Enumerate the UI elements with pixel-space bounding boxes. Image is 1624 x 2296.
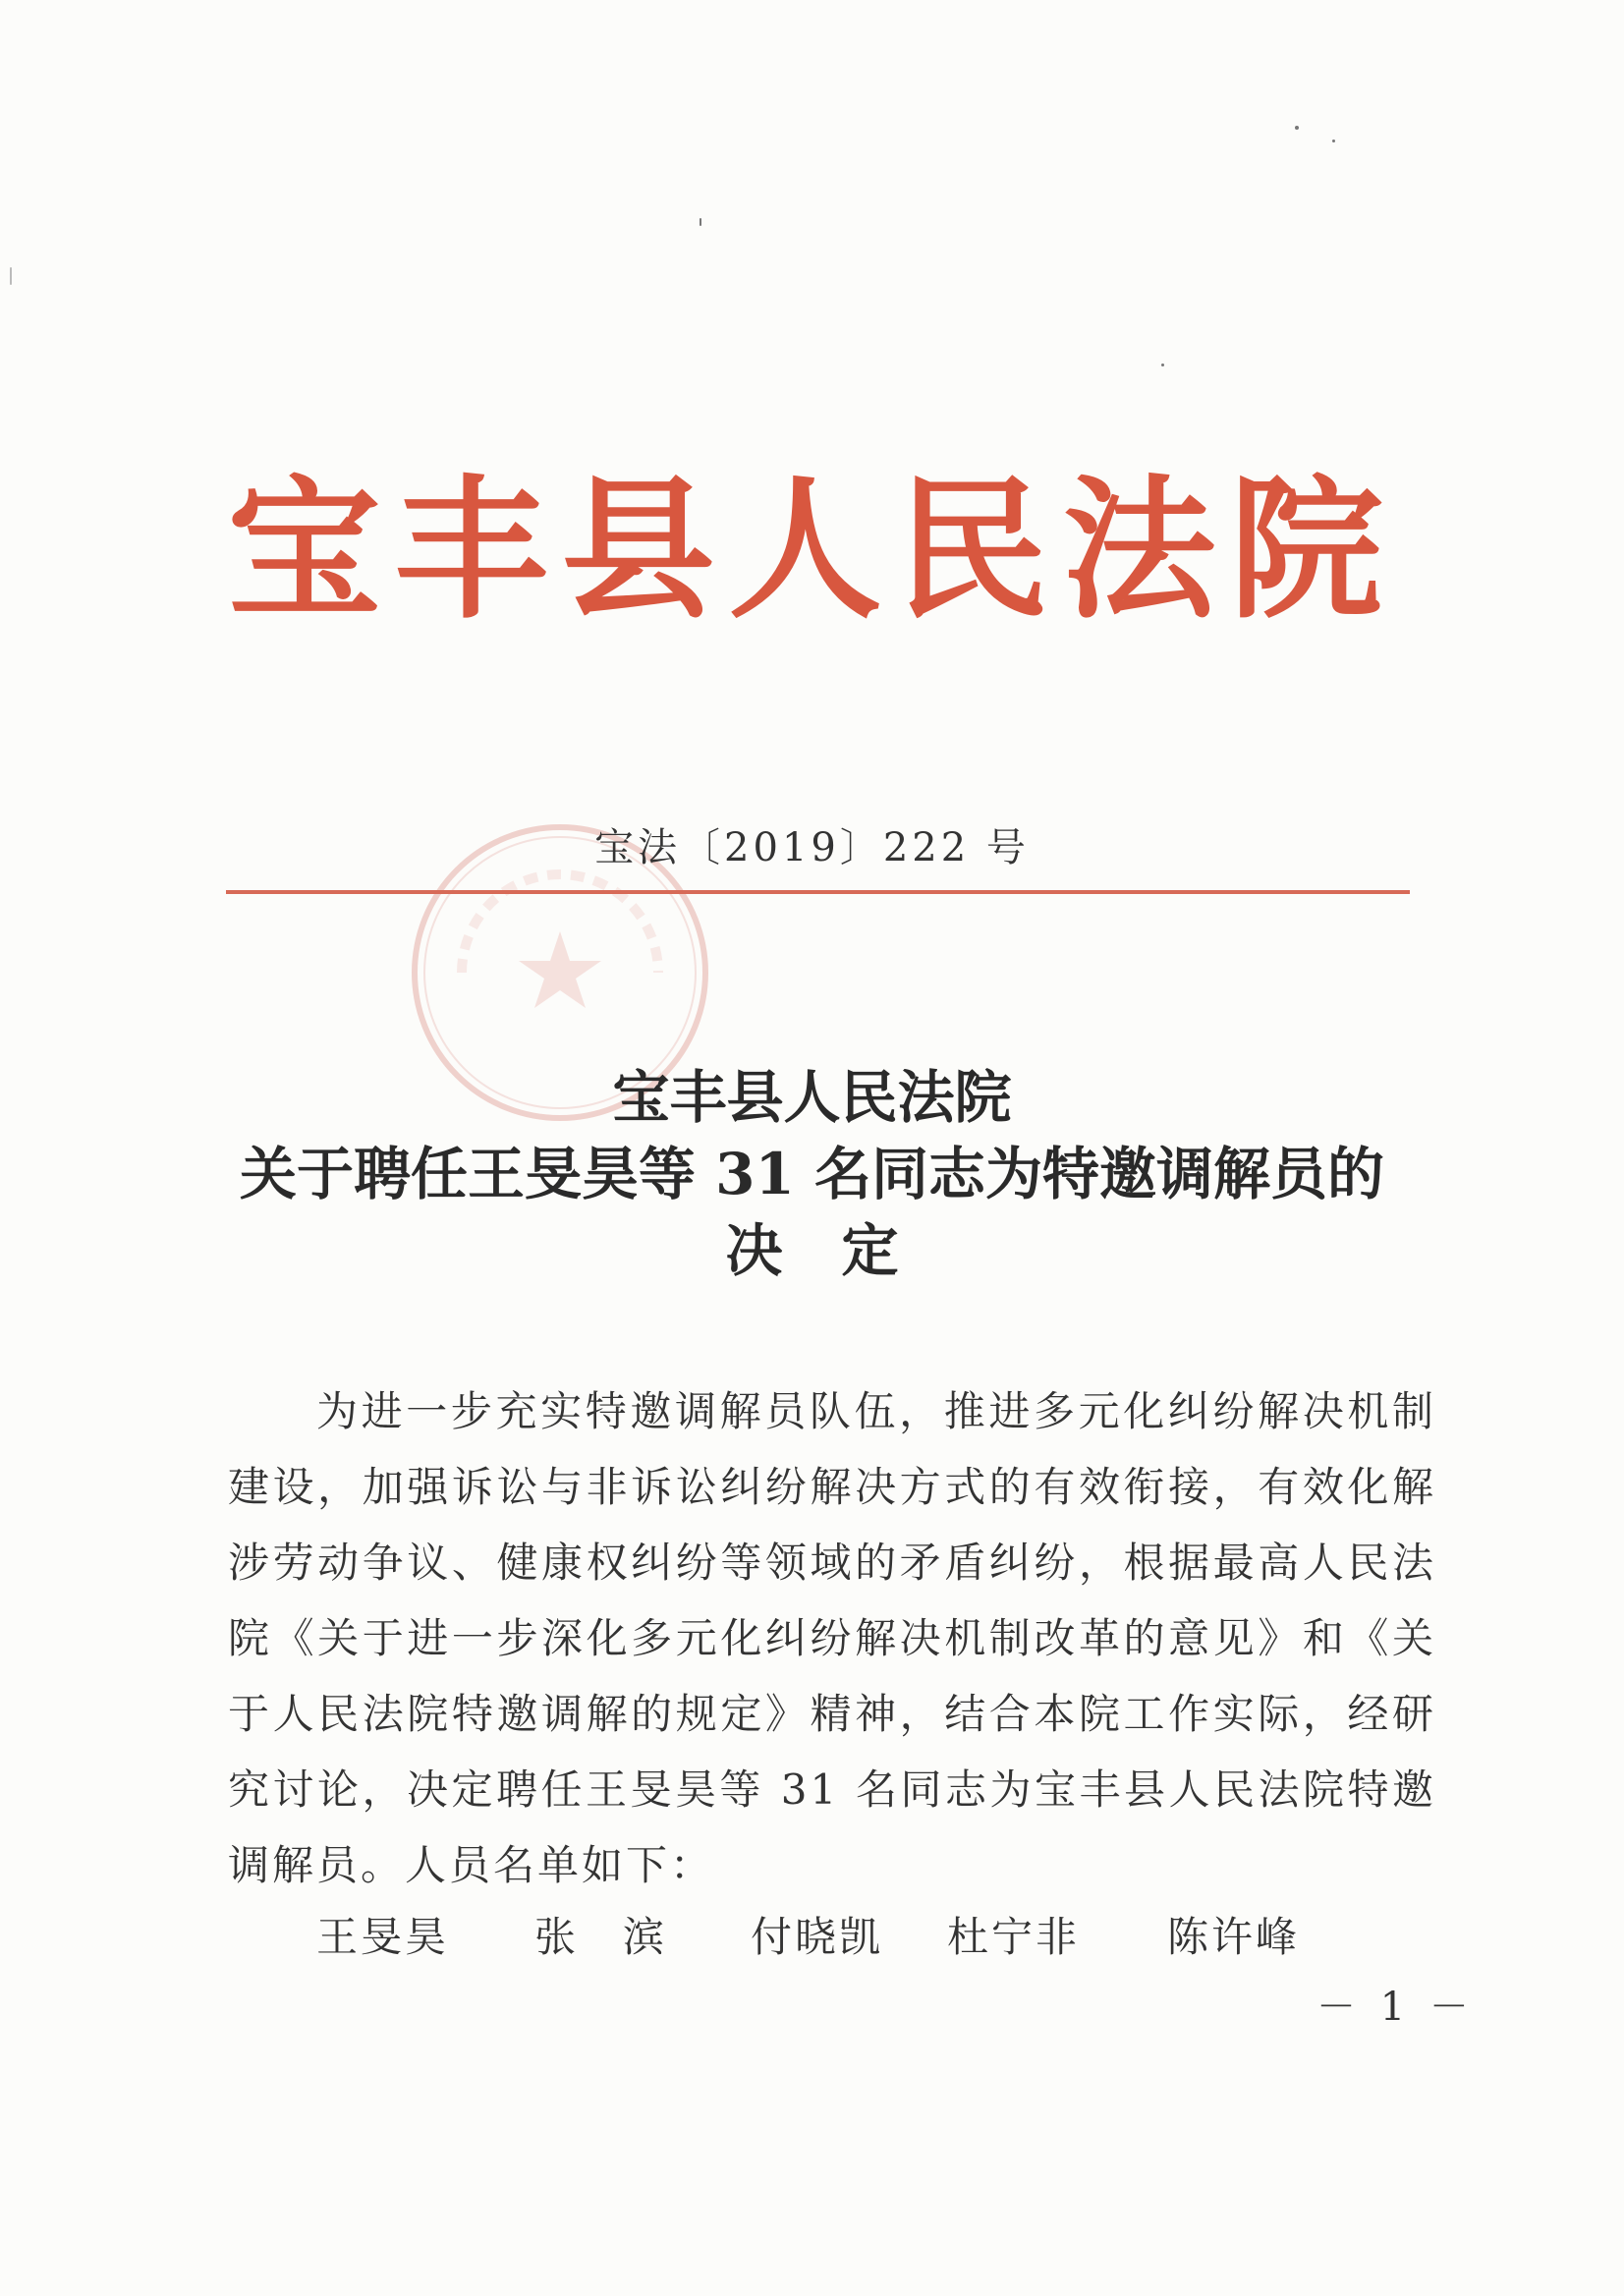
mediator-name: 王旻昊: [316, 1913, 450, 1961]
mediator-name: 张 滨: [534, 1913, 668, 1961]
red-divider-rule: [226, 890, 1410, 894]
body-paragraph: 为进一步充实特邀调解员队伍，推进多元化纠纷解决机制建设，加强诉讼与非诉讼纠纷解决方式的有效衔接，有效化解涉劳动争议、健康权纠纷等领域的矛盾纠纷，根据最高人民法院《关于进一步深化多元化纠纷解决机制改革的意见》和《关于人民法院特邀调解的规定》精神，结合本院工作实际，经研究讨论，决定聘任王旻昊等 31 名同志为宝丰县人民法院特邀调解员。人员名单如下：: [228, 1387, 1436, 1889]
scan-speck: [1161, 364, 1164, 366]
page-number: － 1 －: [1316, 1985, 1475, 2030]
mediator-name: 杜宁非: [947, 1913, 1081, 1961]
scan-speck: [1295, 126, 1299, 130]
mediator-name: 付晓凯: [751, 1913, 884, 1961]
title-line-2: 关于聘任王旻昊等 31 名同志为特邀调解员的: [239, 1141, 1385, 1207]
scan-speck: [10, 267, 12, 285]
document-title: [0, 1059, 1624, 1289]
document-number: 宝法〔2019〕222 号: [594, 825, 1030, 870]
title-line-1: 宝丰县人民法院: [612, 1064, 1012, 1131]
mediator-name: 陈许峰: [1167, 1913, 1301, 1961]
scan-speck: [1332, 140, 1335, 142]
letterhead-title: 宝丰县人民法院: [227, 460, 1397, 640]
title-line-3: 决定: [725, 1217, 958, 1284]
mediator-name-list: [316, 1908, 1397, 1967]
scan-speck: [700, 218, 701, 226]
